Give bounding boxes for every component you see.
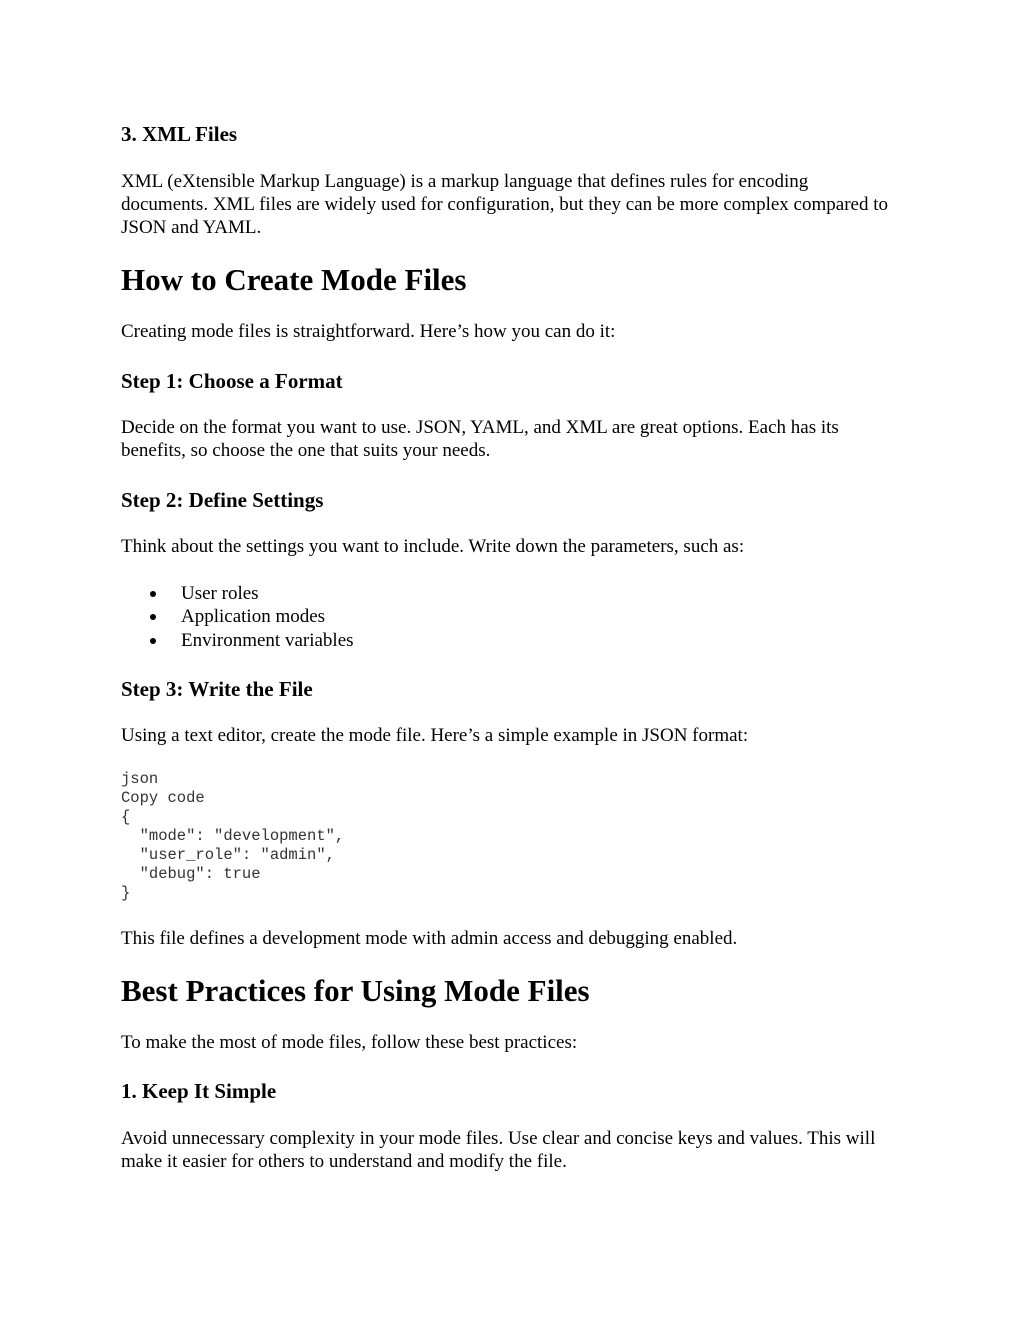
keep-it-simple-paragraph: Avoid unnecessary complexity in your mode files. Use clear and concise keys and values. This will make it easier for others to understand and modify the file. — [121, 1128, 876, 1172]
list-item — [121, 582, 354, 605]
code-line: } — [121, 884, 131, 902]
xml-files-paragraph: XML (eXtensible Markup Language) is a markup language that defines rules for encoding documents. XML files are widely used for configuration, but they can be more complex compared to JSON and YAML. — [121, 171, 888, 238]
list-item-text: User roles — [181, 583, 259, 604]
best-practices-intro: To make the most of mode files, follow these best practices: — [121, 1032, 578, 1053]
list-item — [121, 629, 354, 652]
code-line: "mode": "development", — [121, 827, 345, 845]
step3-paragraph: Using a text editor, create the mode file. Here’s a simple example in JSON format: — [121, 725, 749, 746]
list-item — [121, 605, 354, 628]
best-practices-heading: Best Practices for Using Mode Files — [121, 973, 590, 1008]
settings-bullet-list — [121, 582, 354, 652]
code-line: "debug": true — [121, 865, 261, 883]
list-item-text: Environment variables — [181, 629, 354, 651]
xml-files-heading: 3. XML Files — [121, 122, 238, 146]
keep-it-simple-heading: 1. Keep It Simple — [121, 1079, 277, 1103]
step2-paragraph: Think about the settings you want to include. Write down the parameters, such as: — [121, 536, 745, 557]
code-language-label: json — [121, 770, 159, 788]
code-line: "user_role": "admin", — [121, 846, 335, 864]
bullet-icon — [150, 614, 156, 620]
step1-paragraph: Decide on the format you want to use. JSON, YAML, and XML are great options. Each has its benefits, so choose the one that suits your needs. — [121, 417, 839, 461]
create-intro-paragraph: Creating mode files is straightforward. Here’s how you can do it: — [121, 321, 616, 342]
create-mode-files-heading: How to Create Mode Files — [121, 262, 467, 297]
step3-after-paragraph: This file defines a development mode with admin access and debugging enabled. — [121, 928, 738, 949]
bullet-icon — [150, 638, 156, 644]
step1-heading: Step 1: Choose a Format — [121, 369, 343, 393]
list-item-text: Application modes — [181, 606, 326, 628]
json-code-block — [121, 770, 344, 903]
step3-heading: Step 3: Write the File — [121, 677, 313, 701]
step2-heading: Step 2: Define Settings — [121, 488, 324, 512]
bullet-icon — [150, 591, 156, 597]
copy-code-label: Copy code — [121, 789, 205, 807]
code-line: { — [121, 808, 131, 826]
